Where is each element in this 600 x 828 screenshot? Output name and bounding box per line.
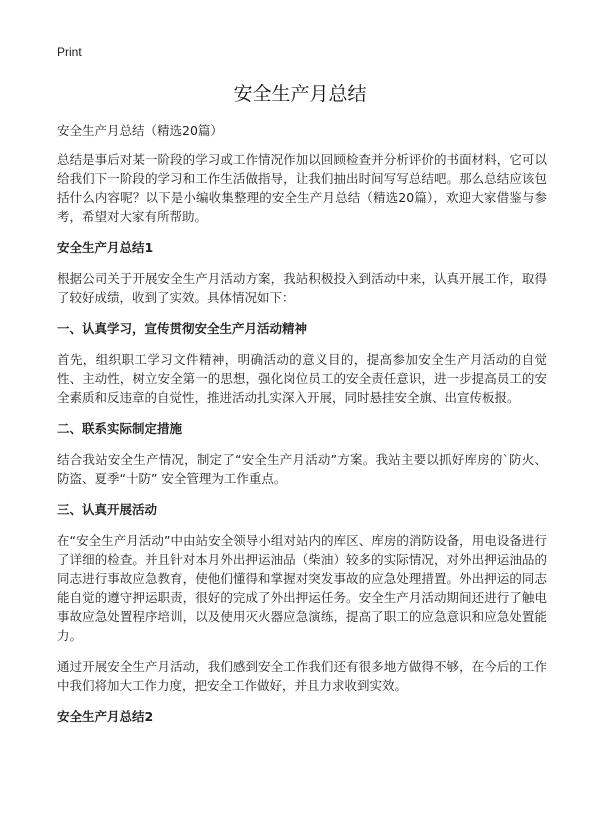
section-1-paragraph-4: 通过开展安全生产月活动，我们感到安全工作我们还有很多地方做得不够，在今后的工作中我们将加大工作力度，把安全工作做好，并且力求收到实效。 bbox=[57, 659, 547, 693]
section-1-paragraph-2: 结合我站安全生产情况，制定了“安全生产月活动”方案。我站主要以抓好库房的`防火、防盗、夏季“十防” 安全管理为工作重点。 bbox=[57, 452, 547, 486]
section-1-heading-3: 三、认真开展活动 bbox=[57, 502, 158, 517]
section-1-heading-2: 二、联系实际制定措施 bbox=[57, 421, 183, 436]
section-1-title: 安全生产月总结1 bbox=[57, 240, 154, 255]
section-1-paragraph-1: 首先，组织职工学习文件精神，明确活动的意义目的，提高参加安全生产月活动的自觉性、主动性，树立安全第一的思想，强化岗位员工的安全责任意识，进一步提高员工的安全素质和反违章的自觉性，推进活动扎实深入开展，同时悬挂安全旗、出宣传板报。 bbox=[57, 352, 547, 405]
section-2-title: 安全生产月总结2 bbox=[57, 709, 154, 724]
print-link[interactable]: Print bbox=[57, 45, 82, 59]
intro-paragraph: 总结是事后对某一阶段的学习或工作情况作加以回顾检查并分析评价的书面材料，它可以给我们下一阶段的学习和工作生活做指导，让我们抽出时间写写总结吧。那么总结应该包括什么内容呢？以下是小编收集整理的安全生产月总结（精选20篇），欢迎大家借鉴与参考，希望对大家有所帮助。 bbox=[57, 152, 547, 224]
section-1-intro: 根据公司关于开展安全生产月活动方案，我站积极投入到活动中来，认真开展工作，取得了较好成绩，收到了实效。具体情况如下： bbox=[57, 271, 547, 305]
document-subtitle: 安全生产月总结（精选20篇） bbox=[57, 123, 223, 138]
section-1-heading-1: 一、认真学习，宣传贯彻安全生产月活动精神 bbox=[57, 321, 308, 336]
document-body bbox=[57, 121, 547, 738]
page-title: 安全生产月总结 bbox=[233, 83, 367, 105]
section-1-paragraph-3: 在“安全生产月活动”中由站安全领导小组对站内的库区、库房的消防设备，用电设备进行了详细的检查。并且针对本月外出押运油品（柴油）较多的实际情况，对外出押运油品的同志进行事故应急教育，使他们懂得和掌握对突发事故的应急处理措置。外出押运的同志能自觉的遵守押运职责，很好的完成了外出押运任务。安全生产月活动期间还进行了触电事故应急处置程序培训，以及使用灭火器应急演练，提高了职工的应急意识和应急处置能力。 bbox=[57, 533, 547, 643]
